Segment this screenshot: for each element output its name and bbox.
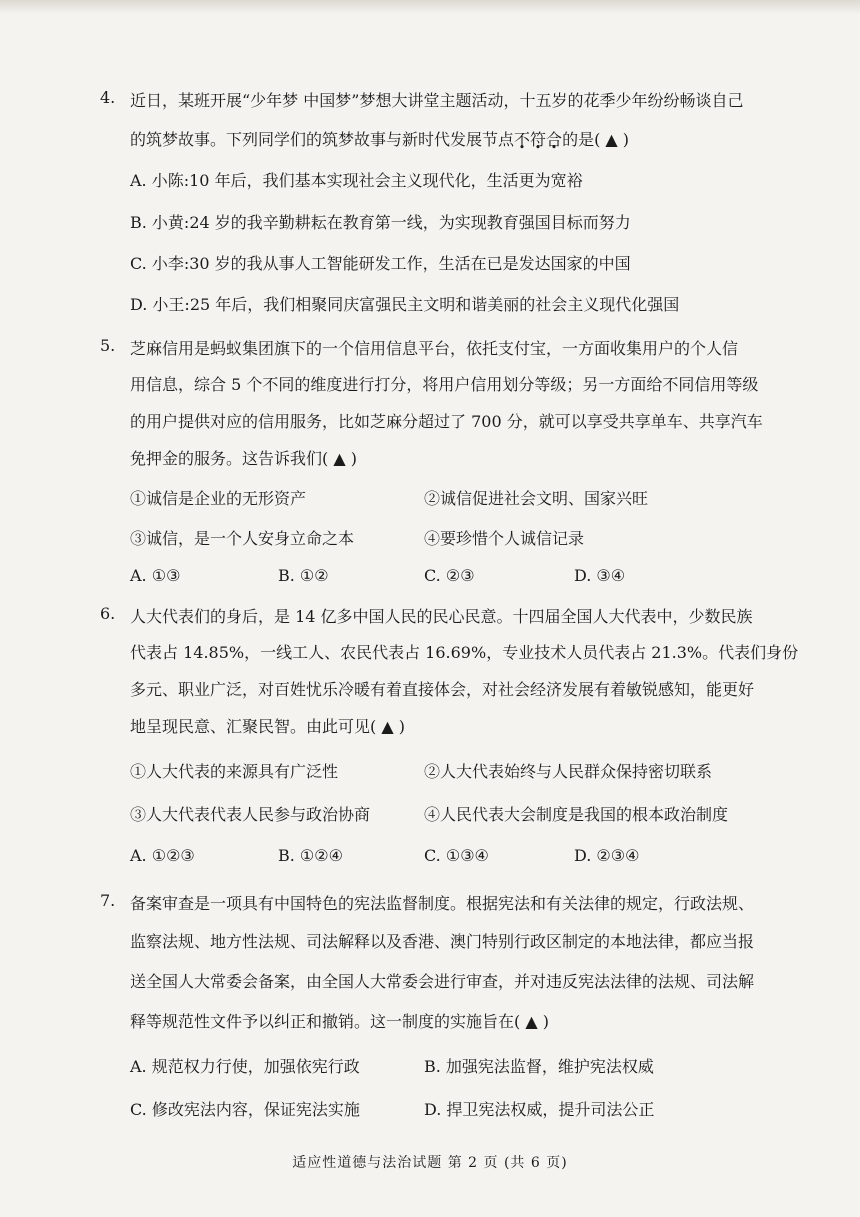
stem-line: 人大代表们的身后，是 14 亿多中国人民的民心民意。十四届全国人大代表中，少数民族: [130, 607, 753, 626]
stem-text: 的筑梦故事。下列同学们的筑梦故事与新时代发展节点: [130, 130, 515, 149]
option-a: A. 小陈:10 年后，我们基本实现社会主义现代化，生活更为宽裕: [130, 171, 583, 190]
stem-line: [130, 127, 629, 150]
stem-line: 的用户提供对应的信用服务，比如芝麻分超过了 700 分，就可以享受共享单车、共享汽车: [130, 412, 763, 431]
question-number: 6.: [100, 604, 116, 623]
choice-a: A. ①②③: [130, 846, 195, 865]
statement-4: ④要珍惜个人诚信记录: [424, 529, 585, 548]
stem-line: 近日，某班开展“少年梦 中国梦”梦想大讲堂主题活动，十五岁的花季少年纷纷畅谈自己: [130, 91, 744, 110]
option-c: C. 修改宪法内容，保证宪法实施: [130, 1100, 360, 1119]
choice-c: C. ②③: [424, 566, 475, 585]
question-number: 5.: [100, 336, 116, 355]
statement-1: ①诚信是企业的无形资产: [130, 489, 307, 508]
page-footer: 适应性道德与法治试题 第 2 页 (共 6 页): [292, 1155, 568, 1171]
stem-line: 代表占 14.85%，一线工人、农民代表占 16.69%，专业技术人员代表占 21.3%。代表们身份: [130, 643, 799, 662]
statement-3: ③人大代表代表人民参与政治协商: [130, 805, 371, 824]
option-c: C. 小李:30 岁的我从事人工智能研发工作，生活在已是发达国家的中国: [130, 254, 631, 273]
emphasis-char: 合: [546, 130, 563, 149]
choice-c: C. ①③④: [424, 846, 489, 865]
option-b: B. 加强宪法监督，维护宪法权威: [424, 1057, 654, 1076]
stem-line: 备案审查是一项具有中国特色的宪法监督制度。根据宪法和有关法律的规定，行政法规、: [130, 894, 755, 913]
stem-line: 芝麻信用是蚂蚁集团旗下的一个信用信息平台，依托支付宝，一方面收集用户的个人信: [130, 339, 739, 358]
choice-b: B. ①②④: [278, 846, 343, 865]
stem-line: 免押金的服务。这告诉我们( ▲ ): [130, 449, 357, 468]
statement-4: ④人民代表大会制度是我国的根本政治制度: [424, 805, 729, 824]
statement-3: ③诚信，是一个人安身立命之本: [130, 529, 355, 548]
stem-text: 的是( ▲ ): [562, 130, 630, 149]
choice-d: D. ②③④: [574, 846, 640, 865]
choice-a: A. ①③: [130, 566, 181, 585]
choice-d: D. ③④: [574, 566, 626, 585]
choice-b: B. ①②: [278, 566, 329, 585]
stem-line: 送全国人大常委会备案，由全国人大常委会进行审查，并对违反宪法法律的法规、司法解: [130, 972, 755, 991]
stem-line: 释等规范性文件予以纠正和撤销。这一制度的实施旨在( ▲ ): [130, 1012, 549, 1031]
scan-top-edge: [0, 0, 860, 14]
stem-line: 用信息，综合 5 个不同的维度进行打分，将用户信用划分等级；另一方面给不同信用等级: [130, 375, 759, 394]
option-b: B. 小黄:24 岁的我辛勤耕耘在教育第一线，为实现教育强国目标而努力: [130, 213, 631, 232]
statement-2: ②诚信促进社会文明、国家兴旺: [424, 489, 649, 508]
stem-line: 地呈现民意、汇聚民智。由此可见( ▲ ): [130, 717, 405, 736]
stem-line: 多元、职业广泛，对百姓忧乐冷暖有着直接体会，对社会经济发展有着敏锐感知，能更好: [130, 680, 755, 699]
emphasis-char: 符: [530, 130, 547, 149]
option-a: A. 规范权力行使，加强依宪行政: [130, 1057, 360, 1076]
question-number: 4.: [100, 88, 116, 107]
statement-2: ②人大代表始终与人民群众保持密切联系: [424, 762, 713, 781]
statement-1: ①人大代表的来源具有广泛性: [130, 762, 339, 781]
question-number: 7.: [100, 891, 116, 910]
option-d: D. 小王:25 年后，我们相聚同庆富强民主文明和谐美丽的社会主义现代化强国: [130, 295, 680, 314]
stem-line: 监察法规、地方性法规、司法解释以及香港、澳门特别行政区制定的本地法律，都应当报: [130, 932, 755, 951]
emphasis-char: 不: [514, 130, 531, 149]
option-d: D. 捍卫宪法权威，提升司法公正: [424, 1100, 655, 1119]
